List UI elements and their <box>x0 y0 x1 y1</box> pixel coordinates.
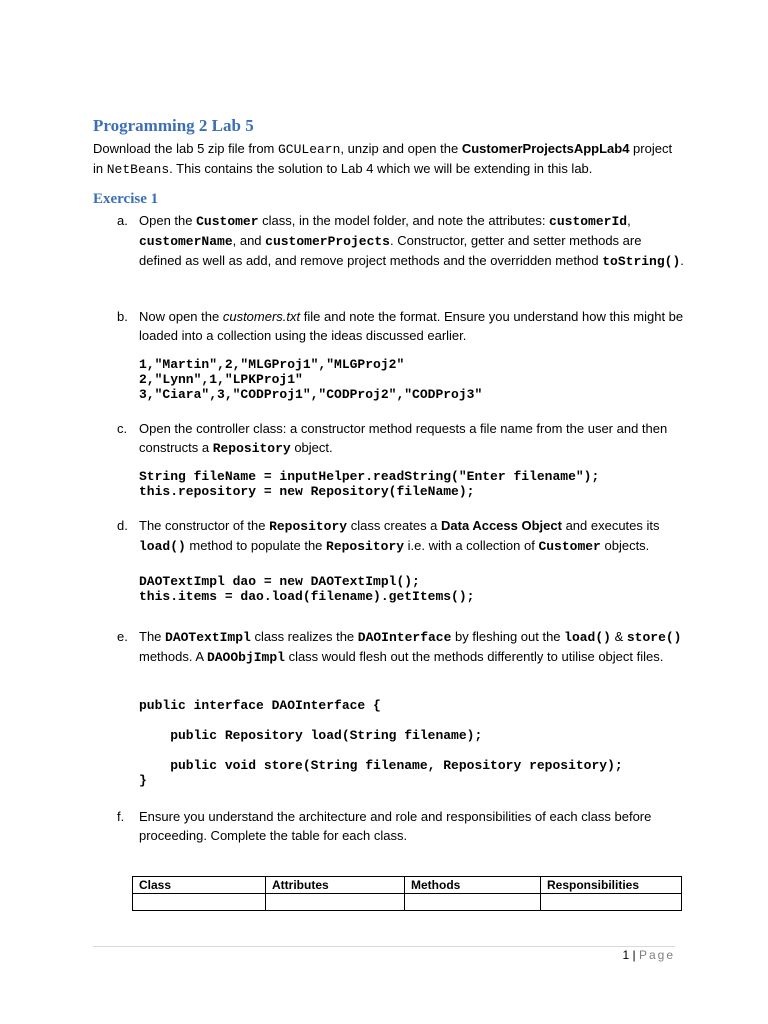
document-title: Programming 2 Lab 5 <box>93 116 254 135</box>
column-header-class: Class <box>133 877 266 894</box>
code-line-interface-open: public interface DAOInterface { <box>139 698 381 713</box>
text: file and note the format. Ensure you understand how this might be loaded into a collection using the ideas discussed earlier. <box>139 309 684 343</box>
list-label: f. <box>117 809 125 824</box>
code-line-load-signature: public Repository load(String filename); <box>139 728 483 743</box>
inline-code: DAOTextImpl <box>165 630 251 645</box>
list-label: b. <box>117 309 128 324</box>
exercise-heading: Exercise 1 <box>93 191 159 207</box>
table-cell[interactable] <box>266 894 405 911</box>
inline-code: toString() <box>602 254 681 269</box>
text: class would flesh out the methods differently to utilise object files. <box>284 649 664 664</box>
text: & <box>610 629 627 644</box>
intro-code: GCULearn <box>277 142 341 157</box>
column-header-attributes: Attributes <box>266 877 405 894</box>
file-name: customers.txt <box>222 309 301 324</box>
code-line: 1,"Martin",2,"MLGProj1","MLGProj2" <box>139 357 405 372</box>
text: Now open the <box>139 309 223 324</box>
table-row <box>133 894 682 911</box>
code-line: String fileName = inputHelper.readString("Enter filename"); <box>139 469 600 484</box>
list-item-text <box>139 627 684 667</box>
text: , <box>627 213 631 228</box>
column-header-methods: Methods <box>405 877 541 894</box>
inline-code: Repository <box>269 519 348 534</box>
list-item-text <box>139 516 684 556</box>
list-item-text <box>139 211 684 271</box>
bold-term: Data Access Object <box>441 518 562 533</box>
inline-code: Customer <box>196 214 259 229</box>
intro-paragraph <box>93 139 683 179</box>
text: class creates a <box>347 518 442 533</box>
text: class, in the model folder, and note the attributes: <box>258 213 550 228</box>
list-label: e. <box>117 629 128 644</box>
intro-text: project in <box>93 141 673 176</box>
page-number: 1 <box>622 948 630 962</box>
page-footer <box>622 948 675 962</box>
text: , and <box>232 233 266 248</box>
inline-code: Repository <box>212 441 291 456</box>
code-line-store-signature: public void store(String filename, Repository repository); <box>139 758 623 773</box>
table-header-row <box>133 877 682 894</box>
code-line: DAOTextImpl dao = new DAOTextImpl(); <box>139 574 420 589</box>
code-block-repository <box>139 574 474 604</box>
code-line: 3,"Ciara",3,"CODProj1","CODProj2","CODProj3" <box>139 387 483 402</box>
list-label: c. <box>117 421 128 436</box>
inline-code: customerProjects <box>265 234 390 249</box>
text: . <box>680 253 684 268</box>
code-line: this.repository = new Repository(fileName); <box>139 484 475 499</box>
code-block-customers <box>139 357 482 402</box>
list-item-text: Ensure you understand the architecture and role and responsibilities of each class before proceeding. Complete the table for each class. <box>139 809 652 843</box>
column-header-responsibilities: Responsibilities <box>541 877 682 894</box>
list-item-text <box>139 307 684 345</box>
text: Open the controller class: a constructor method requests a file name from the user and then constructs a <box>139 421 668 455</box>
inline-code: Customer <box>538 539 601 554</box>
list-label: a. <box>117 213 128 228</box>
text: by fleshing out the <box>451 629 565 644</box>
intro-code: NetBeans <box>106 162 170 177</box>
intro-text: Download the lab 5 zip file from <box>93 141 278 156</box>
inline-code: DAOInterface <box>357 630 452 645</box>
intro-text: , unzip and open the <box>340 141 462 156</box>
table-cell[interactable] <box>133 894 266 911</box>
class-table <box>132 876 682 911</box>
inline-code: store() <box>626 630 682 645</box>
text: . Constructor, getter and setter methods are defined as well as add, and remove project methods and the overridden method <box>139 233 642 268</box>
text: The constructor of the <box>139 518 270 533</box>
text: object. <box>290 440 333 455</box>
text: The <box>139 629 166 644</box>
list-label: d. <box>117 518 128 533</box>
list-item-text <box>139 419 684 458</box>
inline-code: load() <box>139 539 186 554</box>
code-line: 2,"Lynn",1,"LPKProj1" <box>139 372 303 387</box>
inline-code: customerId <box>549 214 628 229</box>
inline-code: DAOObjImpl <box>206 650 285 665</box>
text: methods. A <box>139 649 207 664</box>
text: and executes its <box>561 518 660 533</box>
footer-separator: | <box>629 948 639 962</box>
project-name: CustomerProjectsAppLab4 <box>461 141 630 156</box>
text: class realizes the <box>250 629 358 644</box>
table-cell[interactable] <box>405 894 541 911</box>
text: Open the <box>139 213 197 228</box>
inline-code: Repository <box>326 539 405 554</box>
code-line-interface-close: } <box>139 773 147 788</box>
text: method to populate the <box>185 538 327 553</box>
footer-divider <box>93 946 675 947</box>
text: i.e. with a collection of <box>404 538 539 553</box>
inline-code: load() <box>564 630 611 645</box>
code-line: this.items = dao.load(filename).getItems(); <box>139 589 475 604</box>
text: objects. <box>600 538 650 553</box>
inline-code: customerName <box>139 234 233 249</box>
page-label: Page <box>638 948 675 962</box>
table-cell[interactable] <box>541 894 682 911</box>
intro-text: . This contains the solution to Lab 4 which we will be extending in this lab. <box>169 161 593 176</box>
code-block-controller <box>139 469 599 499</box>
